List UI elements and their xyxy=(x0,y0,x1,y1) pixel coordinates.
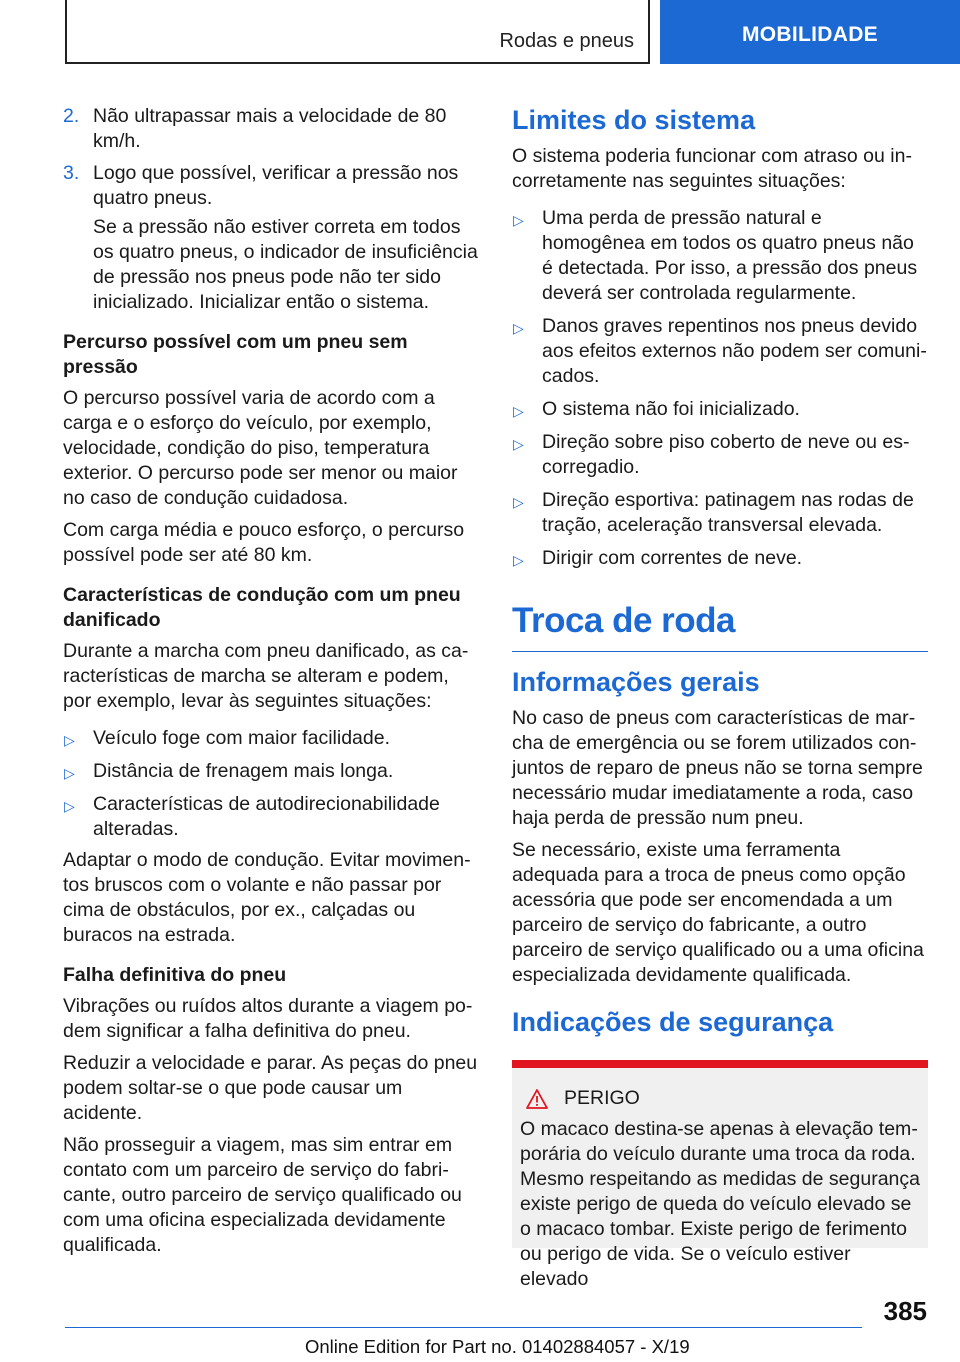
bullet-text: Direção sobre piso coberto de neve ou escorregadio. xyxy=(542,431,910,478)
triangle-bullet-icon: ▷ xyxy=(513,320,524,336)
paragraph: Se necessário, existe uma ferramenta adequada para a troca de pneus como opção acessória que pode ser encomendada a um parceiro de serviço do fabricante, a outro parceiro de serviço qualificado ou a uma oficina especializada devidamente qualificada. xyxy=(512,839,924,986)
triangle-bullet-icon: ▷ xyxy=(513,552,524,568)
heading-informacoes: Informações gerais xyxy=(512,667,760,697)
triangle-bullet-icon: ▷ xyxy=(64,765,75,781)
chapter-tab[interactable]: MOBILIDADE xyxy=(660,0,960,64)
triangle-bullet-icon: ▷ xyxy=(64,798,75,814)
heading-percurso: Percurso possível com um pneu sem pressão xyxy=(63,331,408,378)
list-item xyxy=(63,161,480,211)
footer-divider xyxy=(65,1327,862,1328)
footer-edition: Online Edition for Part no. 01402884057 - X/19 xyxy=(305,1336,690,1357)
heading-troca-de-roda: Troca de roda xyxy=(512,601,928,652)
heading-falha: Falha definitiva do pneu xyxy=(63,964,287,986)
bullet-text: Uma perda de pressão natural e homogênea em todos os quatro pneus não é detectada. Por isso, a pressão dos pneus deverá ser controlada regularmente. xyxy=(542,207,918,304)
warning-text: O macaco destina-se apenas à elevação temporária do veículo durante uma troca da roda. Mesmo respeitando as medidas de segurança existe perigo de queda do veículo elevado se o macaco tombar. Existe perigo de ferimento ou perigo de vida. Se o veículo estiver elevado xyxy=(520,1118,920,1290)
left-column xyxy=(63,104,480,1265)
bullet-item xyxy=(512,430,928,480)
triangle-bullet-icon: ▷ xyxy=(64,732,75,748)
bullet-item xyxy=(63,792,480,842)
heading-limites: Limites do sistema xyxy=(512,105,756,135)
warning-header xyxy=(520,1086,920,1111)
warning-title: PERIGO xyxy=(564,1087,640,1109)
paragraph: Reduzir a velocidade e parar. As peças do pneu podem soltar-se o que pode causar um acidente. xyxy=(63,1052,478,1124)
bullet-text: Distância de frenagem mais longa. xyxy=(93,760,394,782)
page-number: 385 xyxy=(883,1296,927,1326)
item-number: 3. xyxy=(63,162,80,184)
triangle-bullet-icon: ▷ xyxy=(513,494,524,510)
right-column xyxy=(512,104,928,1290)
bullet-text: Direção esportiva: patinagem nas rodas de tração, aceleração transversal elevada. xyxy=(542,489,914,536)
paragraph: Durante a marcha com pneu danificado, as características de marcha se alteram e podem, por exemplo, levar às seguintes situações: xyxy=(63,640,469,712)
bullet-text: O sistema não foi inicializado. xyxy=(542,398,800,420)
heading-seguranca: Indicações de segurança xyxy=(512,1007,834,1037)
header-frame xyxy=(65,0,650,64)
item-extra-paragraph: Se a pressão não estiver correta em todos os quatro pneus, o indicador de insuficiência de pressão nos pneus pode não ter sido inicializado. Inicializar então o sistema. xyxy=(93,216,478,313)
triangle-bullet-icon: ▷ xyxy=(513,212,524,228)
item-text: Não ultrapassar mais a velocidade de 80 km/h. xyxy=(93,105,447,152)
triangle-bullet-icon: ▷ xyxy=(513,436,524,452)
bullet-item xyxy=(512,206,928,306)
bullet-item xyxy=(512,397,928,422)
bullet-item xyxy=(63,759,480,784)
paragraph: O percurso possível varia de acordo com a carga e o esforço do veículo, por exemplo, velocidade, condição do piso, temperatura exterior. O percurso pode ser menor ou maior no caso de condução cuidadosa. xyxy=(63,387,458,509)
heading-caracteristicas: Características de condução com um pneu danificado xyxy=(63,584,461,631)
warning-box xyxy=(512,1060,928,1290)
item-text: Logo que possível, verificar a pressão nos quatro pneus. xyxy=(93,162,459,209)
section-title: Rodas e pneus xyxy=(499,30,634,52)
bullet-item xyxy=(512,314,928,389)
bullet-text: Dirigir com correntes de neve. xyxy=(542,547,803,569)
paragraph: Não prosseguir a viagem, mas sim entrar em contato com um parceiro de serviço do fabricante, outro parceiro de serviço qualificado ou com uma oficina especializada devidamente qualificada. xyxy=(63,1134,462,1256)
bullet-item xyxy=(63,726,480,751)
bullet-text: Veículo foge com maior facilidade. xyxy=(93,727,390,749)
paragraph: Com carga média e pouco esforço, o percurso possível pode ser até 80 km. xyxy=(63,519,465,566)
warning-triangle-icon xyxy=(526,1089,548,1109)
paragraph: O sistema poderia funcionar com atraso ou incorretamente nas seguintes situações: xyxy=(512,145,912,192)
paragraph: Adaptar o modo de condução. Evitar movimentos bruscos com o volante e não passar por cima de obstáculos, por ex., calçadas ou buracos na estrada. xyxy=(63,849,471,946)
bullet-text: Danos graves repentinos nos pneus devido aos efeitos externos não podem ser comunicados. xyxy=(542,315,927,387)
item-number: 2. xyxy=(63,105,80,127)
list-item xyxy=(63,104,480,154)
bullet-item xyxy=(512,546,928,571)
bullet-item xyxy=(512,488,928,538)
bullet-text: Características de autodirecionabilidade alteradas. xyxy=(93,793,440,840)
paragraph: No caso de pneus com características de marcha de emergência ou se forem utilizados conjuntos de reparo de pneus não se torna sempre necessário mudar imediatamente a roda, caso haja perda de pressão num pneu. xyxy=(512,707,923,829)
paragraph: Vibrações ou ruídos altos durante a viagem podem significar a falha definitiva do pneu. xyxy=(63,995,473,1042)
triangle-bullet-icon: ▷ xyxy=(513,403,524,419)
